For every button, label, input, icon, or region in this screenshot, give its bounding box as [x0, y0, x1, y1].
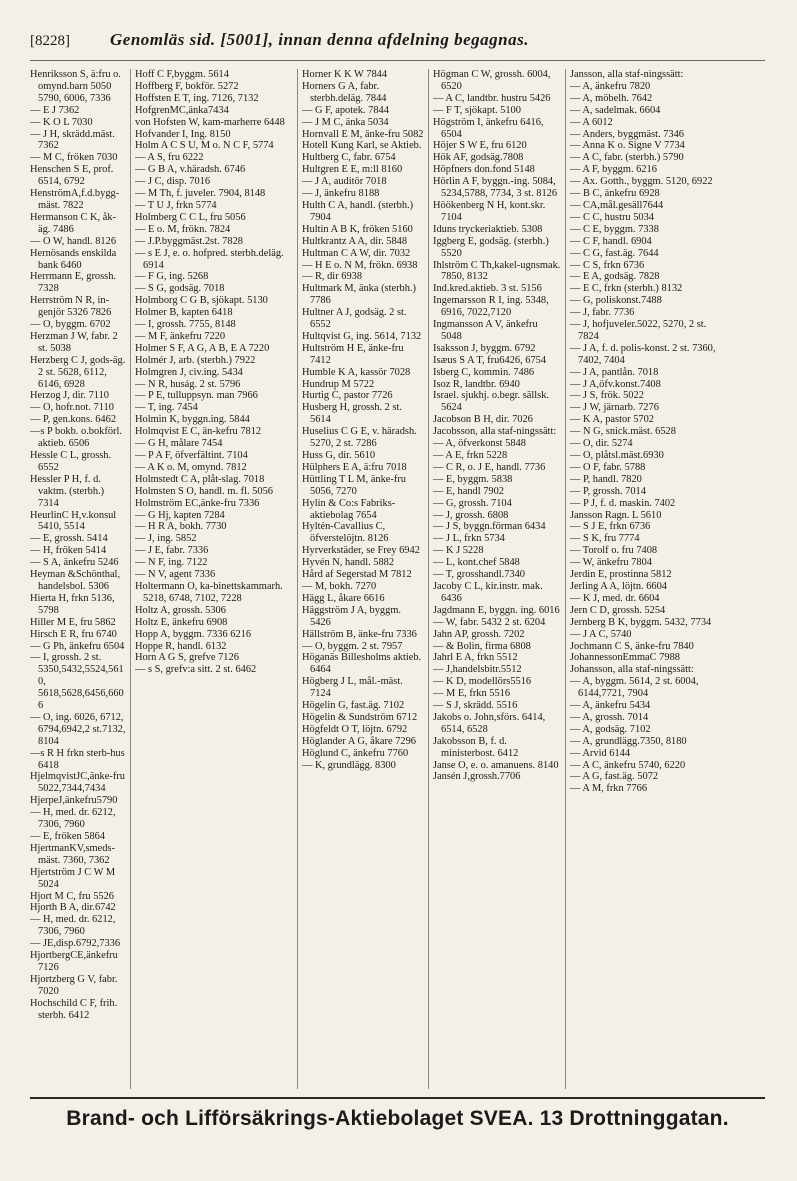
directory-entry: Hård af Segerstad M 7812 — [302, 569, 412, 581]
directory-entry: Isæus S A T, fru6426, 6754 — [433, 354, 547, 366]
header-title: Genomläs sid. [5001], innan denna afdelning begagnas. — [110, 30, 529, 49]
directory-entry: HenströmA,f.d.bygg-mäst. 7822 — [30, 188, 120, 211]
directory-entry: — S J, skrädd. 5516 — [433, 700, 518, 712]
directory-entry: Jakobs o. John,sförs. 6414, 6514, 6528 — [433, 711, 546, 735]
directory-entry: Ingemarsson R I, ing. 5348, 6916, 7022,7120 — [433, 295, 549, 319]
directory-entry: Hultkrantz A A, dir. 5848 — [302, 235, 408, 247]
directory-entry: — J A C, 5740 — [570, 628, 632, 640]
directory-entry: Höganäs Billesholms aktieb. 6464 — [302, 652, 422, 676]
directory-entry: Holmqvist E C, än-kefru 7812 — [135, 426, 262, 438]
directory-entry: — O, byggm. 6702 — [30, 319, 111, 331]
directory-entry: — J M C, änka 5034 — [302, 116, 389, 128]
directory-entry: — N V, agent 7336 — [135, 569, 216, 581]
directory-entry: — S G, godsäg. 7018 — [135, 283, 225, 295]
directory-entry: Holmer S F, A G, A B, E A 7220 — [135, 342, 270, 354]
directory-entry: — Torolf o. fru 7408 — [570, 545, 658, 557]
directory-entry: — J E, fabr. 7336 — [135, 545, 209, 557]
directory-entry: — Anders, byggmäst. 7346 — [570, 128, 685, 140]
directory-entry: Horners G A, fabr. sterbh.deläg. 7844 — [302, 80, 387, 104]
directory-entry: Hörlin A F, byggn.-ing. 5084, 5234,5788, 7734, 3 st. 8126 — [433, 176, 558, 200]
directory-column — [297, 69, 428, 1089]
directory-entry: Hoffsten E T, ing. 7126, 7132 — [135, 92, 259, 104]
directory-entry: Högelin G, fast.äg. 7102 — [302, 700, 405, 712]
directory-entry: Hierta H, frkn 5136, 5798 — [30, 592, 115, 616]
directory-column — [130, 69, 297, 1089]
directory-entry: — K O L 7030 — [30, 116, 93, 128]
directory-entry: — G, grossh. 7104 — [433, 497, 512, 509]
directory-entry: Jacobsson, alla staf-ningssätt: — [433, 426, 557, 438]
directory-entry: — R, dir 6938 — [302, 271, 363, 283]
directory-entry: Johansson, alla staf-ningssätt: — [570, 664, 694, 676]
directory-entry: Iggberg E, godsäg. (sterbh.) 5520 — [433, 235, 549, 259]
directory-entry: — J S, frök. 5022 — [570, 390, 644, 402]
directory-entry: — C C, hustru 5034 — [570, 211, 654, 223]
directory-entry: — A, grossh. 7014 — [570, 711, 649, 723]
directory-entry: Hultman C A W, dir. 7032 — [302, 247, 411, 259]
directory-entry: — F T, sjökapt. 5100 — [433, 104, 521, 116]
directory-entry: Hultgren E E, m:ll 8160 — [302, 164, 403, 176]
directory-entry: Hessle C L, grossh. 6552 — [30, 450, 112, 473]
directory-entry: — J, grossh. 6808 — [433, 509, 509, 521]
directory-entry: — H, med. dr. 6212, 7306, 7960 — [30, 914, 116, 938]
directory-entry: — O F, fabr. 5788 — [570, 461, 646, 473]
directory-entry: — G B A, v.häradsh. 6746 — [135, 164, 246, 176]
directory-entry: Jerdin E, prostinna 5812 — [570, 569, 672, 581]
directory-entry: Holtermann O, ka-binettskammarh. 5218, 6748, 7102, 7228 — [135, 580, 283, 604]
directory-entry: — O, plåtsl.mäst.6930 — [570, 450, 664, 461]
directory-entry: Herrmann E, grossh. 7328 — [30, 271, 116, 295]
directory-entry: Holtz E, änkefru 6908 — [135, 616, 228, 628]
directory-entry: —s R H frkn sterb-hus 6418 — [30, 747, 125, 771]
directory-entry: — M, bokh. 7270 — [302, 580, 377, 592]
directory-entry: — N F, ing. 7122 — [135, 557, 208, 569]
directory-entry: — T, grosshandl.7340 — [433, 569, 525, 581]
directory-entry: — E o. M, frökn. 7824 — [135, 223, 231, 235]
directory-entry: HjertmanKV,smeds-mäst. 7360, 7362 — [30, 842, 115, 866]
directory-entry: — J W, järnarb. 7276 — [570, 402, 659, 414]
directory-entry: — M E, frkn 5516 — [433, 688, 511, 700]
directory-entry: — H R A, bokh. 7730 — [135, 521, 227, 533]
directory-entry: Hulth C A, handl. (sterbh.) 7904 — [302, 199, 414, 223]
directory-entry: Hermanson C K, åk-äg. 7486 — [30, 211, 116, 235]
directory-entry: — N G, snick.mäst. 6528 — [570, 426, 676, 438]
directory-entry: — G F, apotek. 7844 — [302, 104, 389, 116]
directory-entry: Hirsch E R, fru 6740 — [30, 628, 117, 640]
directory-entry: Huselius C G E, v. häradsh. 5270, 2 st. 7286 — [302, 426, 417, 450]
directory-entry: HofgrenMC,änka7434 — [135, 104, 229, 116]
directory-entry: — Arvid 6144 — [570, 747, 631, 759]
directory-entry: — J A,öfv.konst.7408 — [570, 378, 661, 390]
directory-entry: — K, grundlägg. 8300 — [302, 759, 396, 771]
directory-entry: Hägg L, åkare 6616 — [302, 592, 385, 604]
directory-entry: Jakobsson B, f. d. ministerbost. 6412 — [433, 735, 519, 759]
directory-entry: Holtz A, grossh. 5306 — [135, 604, 226, 616]
directory-entry: — P, gen.kons. 6462 — [30, 414, 117, 426]
directory-entry: —s P bokb. o.bokförl. aktieb. 6506 — [30, 426, 122, 450]
directory-entry: Hultberg C, fabr. 6754 — [302, 152, 396, 164]
directory-entry: — C R, o. J E, handl. 7736 — [433, 461, 546, 473]
directory-entry: Hök AF, godsäg.7808 — [433, 152, 524, 164]
directory-entry: Hüttling T L M, änke-fru 5056, 7270 — [302, 473, 406, 497]
directory-entry: — A S, fru 6222 — [135, 152, 204, 164]
directory-entry: — T, ing. 7454 — [135, 402, 198, 414]
directory-entry: — s E J, e. o. hofpred. sterbh.deläg. 6914 — [135, 247, 284, 271]
directory-entry: — T U J, frkn 5774 — [135, 199, 217, 211]
directory-entry: — A, änkefru 7820 — [570, 80, 651, 92]
directory-entry: — P, grossh. 7014 — [570, 485, 646, 497]
directory-entry: — S A, änkefru 5246 — [30, 557, 119, 569]
directory-entry: Holmér J, arb. (sterbh.) 7922 — [135, 354, 256, 366]
directory-entry: Hyvén N, handl. 5882 — [302, 557, 395, 569]
directory-entry: Henriksson S, ä:fru o. omynd.barn 5050 5790, 6006, 7336 — [30, 69, 121, 104]
directory-entry: Hornvall E M, änke-fru 5082 — [302, 128, 424, 140]
directory-entry: — E, grossh. 5414 — [30, 533, 108, 545]
directory-entry: — M Th, f. juveler. 7904, 8148 — [135, 188, 266, 200]
directory-entry: Högberg J L, mål.-mäst. 7124 — [302, 676, 403, 700]
directory-entry: HjerpeJ,änkefru5790 — [30, 795, 118, 807]
directory-entry: — O, byggm. 2 st. 7957 — [302, 640, 403, 652]
directory-entry: Humble K A, kassör 7028 — [302, 366, 411, 378]
page-header — [30, 30, 765, 61]
directory-entry: — M C, fröken 7030 — [30, 152, 118, 164]
directory-entry: — & Bolin, firma 6808 — [433, 640, 531, 652]
directory-entry: — C G, fast.äg. 7644 — [570, 247, 659, 259]
directory-entry: Hotell Kung Karl, se Aktieb. — [302, 140, 422, 152]
directory-entry: Hylin & Co:s Fabriks-aktiebolag 7654 — [302, 497, 396, 521]
directory-entry: Horn A G S, grefve 7126 — [135, 652, 239, 664]
directory-entry: HeurlinC H,v.konsul 5410, 5514 — [30, 509, 117, 533]
directory-entry: Högman C W, grossh. 6004, 6520 — [433, 69, 551, 92]
directory-entry: Höglund C, änkefru 7760 — [302, 747, 409, 759]
directory-entry: Herzog J, dir. 7110 — [30, 390, 109, 402]
directory-entry: — I, grossh. 7755, 8148 — [135, 319, 236, 331]
directory-entry: Herrström N R, in-genjör 5326 7826 — [30, 295, 112, 319]
directory-entry: Hoffberg F, bokför. 5272 — [135, 80, 239, 92]
directory-entry: — H, med. dr. 6212, 7306, 7960 — [30, 807, 116, 831]
directory-entry: Hopp A, byggm. 7336 6216 — [135, 628, 252, 640]
directory-entry: Husberg H, grossh. 2 st. 5614 — [302, 402, 402, 426]
directory-column — [565, 69, 725, 1089]
directory-entry: JohannessonEmmaC 7988 — [570, 652, 680, 664]
directory-entry: — O, hofr.not. 7110 — [30, 402, 114, 414]
directory-entry: Israel. sjukhj. o.begr. sällsk. 5624 — [433, 390, 550, 414]
directory-entry: Jahrl E A, frkn 5512 — [433, 652, 518, 664]
directory-entry: Hjertström J C W M 5024 — [30, 866, 116, 890]
directory-entry: Hjorth B A, dir.6742 — [30, 902, 116, 914]
footer-advertisement: Brand- och Lifförsäkrings-Aktiebolaget SVEA. 13 Drottninggatan. — [66, 1107, 729, 1130]
directory-column — [30, 69, 130, 1089]
directory-entry: — J H, skrädd.mäst. 7362 — [30, 128, 115, 152]
directory-entry: Jansson, alla staf-ningssätt: — [570, 69, 684, 80]
directory-entry: Herzman J W, fabr. 2 st. 5038 — [30, 330, 118, 354]
directory-entry: Ind.kred.aktieb. 3 st. 5156 — [433, 283, 542, 295]
directory-entry: Hjort M C, fru 5526 — [30, 890, 114, 902]
directory-entry: — P J, f. d. maskin. 7402 — [570, 497, 676, 509]
directory-entry: Höglander A G, åkare 7296 — [302, 735, 416, 747]
directory-column — [428, 69, 565, 1089]
directory-entry: — G H, målare 7454 — [135, 438, 223, 450]
directory-entry: — J.P.byggmäst.2st. 7828 — [135, 235, 243, 247]
directory-entry: Janse O, e. o. amanuens. 8140 — [433, 759, 559, 771]
directory-entry: — C S, frkn 6736 — [570, 259, 645, 271]
directory-entry: Häggström J A, byggm. 5426 — [302, 604, 401, 628]
directory-entry: — E A, godsäg. 7828 — [570, 271, 660, 283]
directory-entry: Ingmansson A V, änkefru 5048 — [433, 319, 538, 342]
directory-entry: Holmborg C G B, sjökapt. 5130 — [135, 295, 268, 307]
directory-entry: — H E o. N M, frökn. 6938 — [302, 259, 418, 271]
directory-entry: — M F, änkefru 7220 — [135, 330, 226, 342]
directory-entry: Jahn AP, grossh. 7202 — [433, 628, 525, 640]
directory-entry: — C E, byggm. 7338 — [570, 223, 659, 235]
directory-entry: — J, änkefru 8188 — [302, 188, 380, 200]
directory-entry: — E, byggm. 5838 — [433, 473, 513, 485]
directory-entry: Jagdmann E, byggn. ing. 6016 — [433, 604, 560, 616]
directory-entry: — K J 5228 — [433, 545, 484, 557]
directory-entry: Höökenberg N H, kont.skr. 7104 — [433, 199, 546, 223]
directory-entry: Hurtig C, pastor 7726 — [302, 390, 393, 402]
directory-entry: — A G, fast.äg. 5072 — [570, 771, 659, 783]
directory-entry: — S K, fru 7774 — [570, 533, 640, 545]
directory-entry: Huss G, dir. 5610 — [302, 450, 376, 461]
directory-entry: Jansén J,grossh.7706 — [433, 771, 521, 783]
directory-entry: Hiller M E, fru 5862 — [30, 616, 116, 628]
directory-entry: Horner K K W 7844 — [302, 69, 388, 80]
directory-entry: — H, fröken 5414 — [30, 545, 107, 557]
directory-entry: Hochschild C F, frih. sterbh. 6412 — [30, 997, 118, 1021]
directory-entry: Ihlström C Th,kakel-ugnsmak. 7850, 8132 — [433, 259, 561, 283]
directory-entry: Höjer S W E, fru 6120 — [433, 140, 527, 152]
directory-entry: — Ax. Gotth., byggm. 5120, 6922 — [570, 176, 713, 188]
directory-entry: Isaksson J, byggm. 6792 — [433, 342, 536, 354]
directory-entry: — W, änkefru 7804 — [570, 557, 652, 569]
directory-entry: — A F, byggm. 6216 — [570, 164, 657, 176]
directory-entry: Höpfners don.fond 5148 — [433, 164, 535, 176]
directory-entry: — A, änkefru 5434 — [570, 700, 651, 712]
directory-entry: — A M, frkn 7766 — [570, 783, 648, 795]
directory-entry: — A, grundlägg.7350, 8180 — [570, 735, 687, 747]
directory-entry: — JE,disp.6792,7336 — [30, 938, 121, 950]
directory-entry: Hoff C F,byggm. 5614 — [135, 69, 229, 80]
directory-entry: Jacobson B H, dir. 7026 — [433, 414, 533, 426]
directory-entry: — F G, ing. 5268 — [135, 271, 209, 283]
directory-entry: — K J, med. dr. 6604 — [570, 592, 660, 604]
directory-entry: Jerling A A, löjtn. 6604 — [570, 580, 667, 592]
directory-entry: — s S, grefv:a sitt. 2 st. 6462 — [135, 664, 257, 676]
directory-entry: Heyman &Schönthal, handelsbol. 5306 — [30, 569, 121, 592]
directory-entry: Högelin & Sundström 6712 — [302, 711, 418, 723]
directory-entry: — J A, auditör 7018 — [302, 176, 387, 188]
directory-entry: Hoppe R, handl. 6132 — [135, 640, 227, 652]
directory-entry: HjortbergCE,änkefru 7126 — [30, 950, 118, 973]
directory-entry: — S J E, frkn 6736 — [570, 521, 651, 533]
directory-entry: — J L, frkn 5734 — [433, 533, 505, 545]
directory-entry: — J A, f. d. polis-konst. 2 st. 7360, 7402, 7404 — [570, 342, 716, 366]
directory-entry: Hultqvist G, ing. 5614, 7132 — [302, 330, 422, 342]
directory-entry: Jern C D, grossh. 5254 — [570, 604, 666, 616]
directory-entry: — O, dir. 5274 — [570, 438, 633, 450]
directory-entry: Hofvander I, Ing. 8150 — [135, 128, 231, 140]
directory-entry: Hultin A B K, fröken 5160 — [302, 223, 413, 235]
directory-entry: — J,handelsbitr.5512 — [433, 664, 522, 676]
directory-entry: von Hofsten W, kam-marherre 6448 — [135, 116, 285, 128]
directory-entry: — A C, fabr. (sterbh.) 5790 — [570, 152, 684, 164]
directory-entry: Holmström EC,änke-fru 7336 — [135, 497, 260, 509]
directory-entry: — J C, disp. 7016 — [135, 176, 211, 188]
directory-entry: — N R, huság. 2 st. 5796 — [135, 378, 241, 390]
directory-entry: Henschen S E, prof. 6514, 6792 — [30, 164, 114, 188]
directory-entry: — G Hj, kapten 7284 — [135, 509, 225, 521]
directory-entry: Hülphers E A, ä:fru 7018 — [302, 461, 407, 473]
directory-entry: Hällström B, änke-fru 7336 — [302, 628, 417, 640]
directory-entry: Holm A C S U, M o. N C F, 5774 — [135, 140, 274, 152]
directory-entry: Hultström H E, änke-fru 7412 — [302, 342, 404, 366]
directory-entry: Holmin K, byggn.ing. 5844 — [135, 414, 250, 426]
directory-entry: Isberg C, kommin. 7486 — [433, 366, 535, 378]
directory-entry: — W, fabr. 5432 2 st. 6204 — [433, 616, 546, 628]
directory-entry: — P, handl. 7820 — [570, 473, 642, 485]
directory-entry: — B C, änkefru 6928 — [570, 188, 660, 200]
directory-entry: — A, byggm. 5614, 2 st. 6004, 6144,7721, 7904 — [570, 676, 699, 700]
directory-entry: — A, sadelmak. 6604 — [570, 104, 661, 116]
directory-entry: — A, öfverkonst 5848 — [433, 438, 526, 450]
directory-entry: Hernösands enskilda bank 6460 — [30, 247, 117, 271]
footer-rule — [30, 1097, 765, 1099]
directory-entry: — L, kont.chef 5848 — [433, 557, 520, 569]
directory-entry: Holmberg C C L, fru 5056 — [135, 211, 246, 223]
directory-entry: — K D, modellörs5516 — [433, 676, 532, 688]
directory-entry: HjelmqvistJC,änke-fru 5022,7344,7434 — [30, 771, 125, 795]
directory-entry: — J, ing. 5852 — [135, 533, 197, 545]
directory-entry: — E J 7362 — [30, 104, 80, 116]
directory-entry: Hultmark M, änka (sterbh.) 7786 — [302, 283, 416, 307]
directory-entry: — J A, pantlån. 7018 — [570, 366, 659, 378]
directory-entry: Holmstedt C A, plåt-slag. 7018 — [135, 473, 265, 485]
directory-entry: Hultner A J, godsäg. 2 st. 6552 — [302, 307, 407, 331]
directory-entry: — A 6012 — [570, 116, 613, 128]
directory-entry: Jochmann C S, änke-fru 7840 — [570, 640, 694, 652]
directory-entry: Holmgren J, civ.ing. 5434 — [135, 366, 243, 378]
directory-entry: — A C, änkefru 5740, 6220 — [570, 759, 686, 771]
directory-entry: Högfeldt O T, löjtn. 6792 — [302, 723, 408, 735]
directory-entry: — A K o. M, omynd. 7812 — [135, 461, 247, 473]
directory-entry: — J S, byggn.förman 6434 — [433, 521, 546, 533]
directory-entry: — A, möbelh. 7642 — [570, 92, 653, 104]
directory-entry: — C F, handl. 6904 — [570, 235, 652, 247]
directory-entry: — G Ph, änkefru 6504 — [30, 640, 125, 652]
directory-entry: — A C, landtbr. hustru 5426 — [433, 92, 551, 104]
directory-entry: — P A F, öfverfältint. 7104 — [135, 450, 248, 461]
directory-entry: Högström I, änkefru 6416, 6504 — [433, 116, 544, 140]
directory-entry: — J, hofjuveler.5022, 5270, 2 st. 7824 — [570, 319, 707, 342]
directory-entry: — A, godsäg. 7102 — [570, 723, 651, 735]
directory-entry: — J, fabr. 7736 — [570, 307, 635, 319]
directory-entry: Herzberg C J, gods-äg. 2 st. 5628, 6112, 6146, 6928 — [30, 354, 126, 390]
directory-entry: Jansson Ragn. L 5610 — [570, 509, 662, 521]
directory-entry: — O W, handl. 8126 — [30, 235, 117, 247]
directory-entry: — CA,mål.gesäll7644 — [570, 199, 664, 211]
directory-entry: — E, handl 7902 — [433, 485, 504, 497]
directory-entry: — K A, pastor 5702 — [570, 414, 654, 426]
directory-entry: — E C, frkn (sterbh.) 8132 — [570, 283, 683, 295]
directory-entry: — A E, frkn 5228 — [433, 450, 508, 461]
directory-entry: — I, grossh. 2 st. 5350,5432,5524,5610, 5618,5628,6456,6606 — [30, 652, 124, 712]
directory-entry: — E, fröken 5864 — [30, 831, 106, 842]
directory-entry: — P E, tulluppsyn. man 7966 — [135, 390, 258, 402]
directory-entry: Hyrverkstäder, se Frey 6942 — [302, 545, 420, 557]
directory-entry: Hyltén-Cavallius C, öfverstelöjtn. 8126 — [302, 521, 389, 545]
directory-entry: Holmer B, kapten 6418 — [135, 307, 233, 319]
directory-entry: — O, ing. 6026, 6712, 6794,6942,2 st.7132, 8104 — [30, 711, 126, 747]
directory-entry: Iduns tryckeriaktieb. 5308 — [433, 223, 543, 235]
directory-entry: — Anna K o. Signe V 7734 — [570, 140, 685, 152]
directory-entry: Jacoby C L, kir.instr. mak. 6436 — [433, 580, 543, 604]
directory-columns — [30, 69, 765, 1089]
directory-entry: Isoz R, landtbr. 6940 — [433, 378, 520, 390]
page-number: [8228] — [30, 33, 70, 49]
directory-entry: Jernberg B K, byggm. 5432, 7734 — [570, 616, 712, 628]
directory-entry: Holmsten S O, handl. m. fl. 5056 — [135, 485, 273, 497]
directory-entry: Hessler P H, f. d. vaktm. (sterbh.) 7314 — [30, 473, 105, 509]
directory-entry: Hjortzberg G V, fabr. 7020 — [30, 973, 118, 997]
directory-entry: — G, poliskonst.7488 — [570, 295, 662, 307]
directory-entry: Hundrup M 5722 — [302, 378, 375, 390]
